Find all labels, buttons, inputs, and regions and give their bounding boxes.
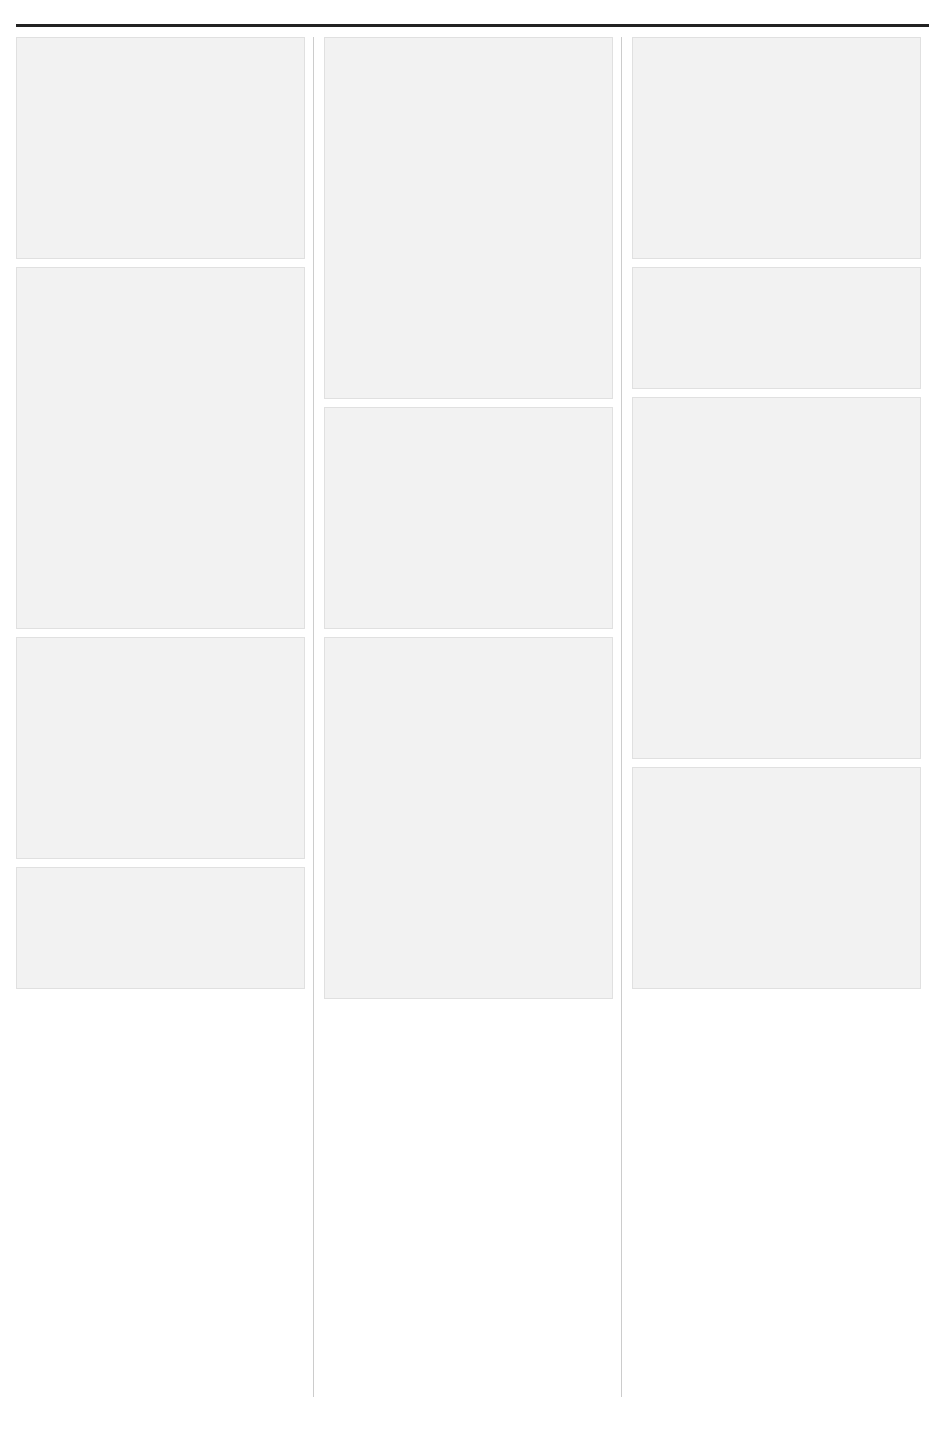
article-block — [16, 37, 305, 259]
article-columns — [16, 37, 929, 1397]
article-block — [632, 37, 921, 259]
article-block — [632, 267, 921, 389]
article-block — [632, 767, 921, 989]
article-block — [324, 37, 613, 399]
article-block — [16, 637, 305, 859]
masthead — [16, 16, 929, 27]
article-block — [632, 397, 921, 759]
article-block — [16, 267, 305, 629]
column-center — [324, 37, 622, 1397]
article-block — [16, 867, 305, 989]
article-block — [324, 637, 613, 999]
column-left — [16, 37, 314, 1397]
column-right — [632, 37, 929, 1397]
article-block — [324, 407, 613, 629]
